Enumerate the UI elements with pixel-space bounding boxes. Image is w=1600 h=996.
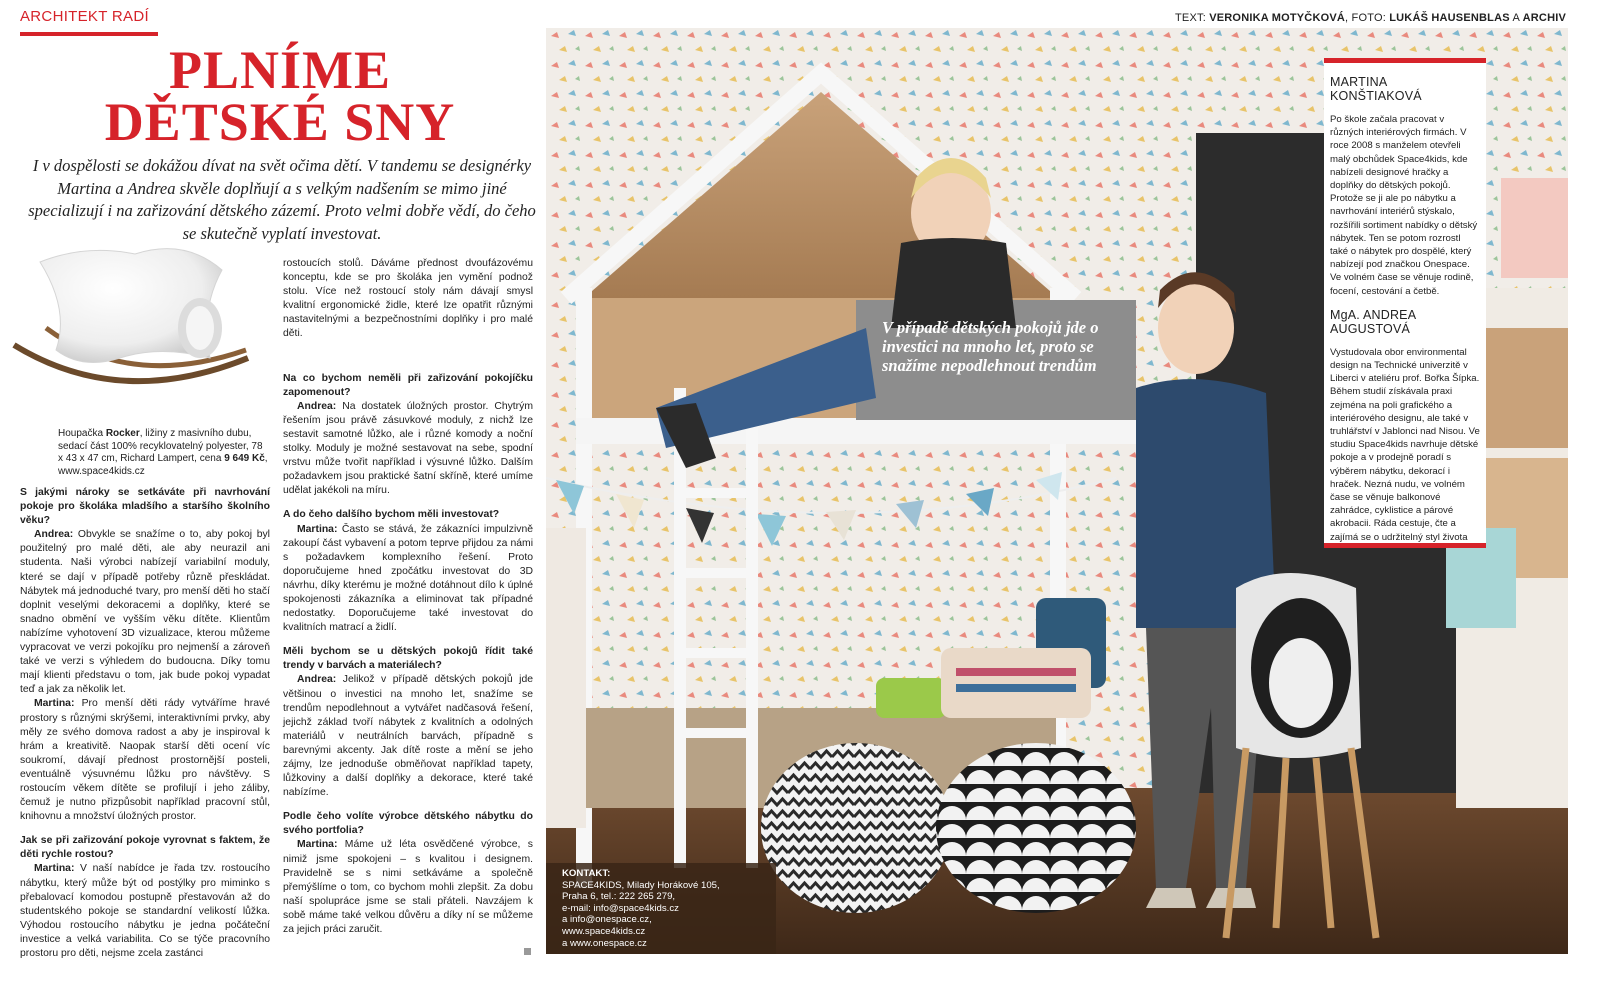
answer-7: [283, 838, 533, 937]
rocker-chair-image: [10, 240, 255, 415]
end-mark: [524, 948, 531, 955]
speaker: Andrea:: [34, 529, 74, 541]
answer-2: [20, 697, 270, 824]
answer-5: [283, 523, 533, 636]
credit-conj: A: [1512, 12, 1520, 24]
contact-line: www.space4kids.cz: [562, 925, 646, 937]
question-3: Na co bychom neměli při zařizování pokojíčku zapomenout?: [283, 372, 533, 398]
text-column-2: [283, 257, 533, 937]
caption-pre: Houpačka: [58, 428, 104, 439]
contact-line: SPACE4KIDS, Milady Horákové 105,: [562, 879, 720, 891]
contact-line: a info@onespace.cz,: [562, 914, 652, 926]
caption-product-name: Rocker: [105, 428, 140, 439]
contact-line: e-mail: info@space4kids.cz: [562, 902, 679, 914]
speaker: Andrea:: [297, 674, 337, 686]
speaker: Martina:: [297, 523, 338, 535]
profile-1-name-line: MARTINA: [1330, 75, 1388, 89]
credit-text-label: TEXT:: [1175, 12, 1206, 24]
profile-1-name-line: KONŠTIAKOVÁ: [1330, 89, 1422, 103]
credit-archive: ARCHIV: [1522, 12, 1567, 24]
answer-text: Na dostatek úložných prostor. Chytrým řešením jsou právě zásuvkové moduly, z nichž lze sestavit samotné lůžko, ale i různé komody a noční stolky. Moduly je možné sestavovat na sebe, spodní vrstvu může tvořit například i výsuvné lůžko. Dalším požadavkem jsou praktické šatní skříně, které umíme udělat jakékoli na míru.: [283, 400, 533, 497]
credit-text-author: VERONIKA MOTYČKOVÁ: [1209, 12, 1346, 24]
answer-text: Jelikož v případě dětských pokojů jde většinou o investici na mnoho let, snažíme se trendům nepodlehnout a vytvářet nadčasová řešení, jejichž základ tvoří nábytek z kvalitních a odolných materiálů v neutrálních barvách, případně s barevnými akcenty. Jak dítě roste a mění se jeho zájmy, lze jednoduše obměňovat například tapety, lůžkoviny a další doplňky a dekorace, které také nabízíme.: [283, 674, 534, 799]
answer-3-continued: rostoucích stolů. Dáváme přednost dvoufázovému konceptu, kde se pro školáka jen vymění podnož stolu. Více než rostoucí stoly nám dávají smysl kvalitní ergonomické židle, které lze opatřit různými nastavitelnými a bezpečnostními doplňky i pro malé děti.: [283, 258, 533, 340]
answer-text: V naší nabídce je řada tzv. rostoucího nábytku, který může být od postýlky pro miminko s přebalovací komodou postupně přestavován až do studentského pokoje se standardní velikostí lůžka. Výhodou rostoucího nábytku je jedna počáteční investice a velká variabilita. Co se týče pracovního prostoru pro děti, nejsme zcela zastánci: [20, 863, 270, 959]
question-4: A do čeho dalšího bychom měli investovat?: [283, 509, 500, 521]
profile-2-name-line: AUGUSTOVÁ: [1330, 321, 1411, 336]
answer-text: Obvykle se snažíme o to, aby pokoj byl použitelný pro malé děti, ale aby neurazil ani studenta. Naši výrobci nabízejí variabilní moduly, které se dají v případě potřeby různě přeskládat. Nábytek má jednoduché tvary, pro menší děti ho stačí doplnit veselými dekoracemi a doplňky, které se snadno obmění ve vyšším věku dítěte. Klientům nabízíme vyhotovení 3D vizualizace, kterou můžeme vypracovat ve verzi pokojíku pro nejmenší a zároveň také ve verzi s výhledem do budoucna. Díky tomu mají klienti představu o tom, jak bude pokoj vypadat teď a jak za několik let.: [20, 529, 270, 696]
contact-box: [562, 868, 762, 949]
profile-2-name-line: MgA. ANDREA: [1330, 307, 1417, 322]
answer-6: [283, 673, 533, 800]
author-profiles-sidebar: [1324, 58, 1486, 548]
question-1: S jakými nároky se setkáváte při navrhování pokoje pro školáka mladšího a staršího školního věku?: [20, 487, 270, 527]
speaker: Martina:: [34, 698, 75, 710]
text-column-1: [20, 486, 270, 961]
answer-3: [20, 862, 270, 961]
question-6: Podle čeho volíte výrobce dětského nábytku do svého portfolia?: [283, 811, 533, 837]
credit-photo-label: FOTO:: [1351, 12, 1386, 24]
caption-price: 9 649 Kč: [224, 453, 265, 465]
contact-line: Praha 6, tel.: 222 265 279,: [562, 891, 676, 903]
profile-2-bio: Vystudovala obor environmental design na Technické univerzitě v Liberci v ateliéru prof. Bořka Šípka. Během studií získávala praxi zejména na poli grafického a interiérového designu, ale také v truhlářství v Jablonci nad Nisou. Ve studiu Space4kids navrhuje dětské pokoje a v prodejně poradí s výběrem nábytku, dekorací i hraček. Nezná nudu, ve volném čase se věnuje balkonové zahrádce, cyklistice a párové akrobacii. Ráda cestuje, čte a zajímá se o udržitelný styl života: [1330, 346, 1480, 543]
answer-text: Pro menší děti rády vytváříme hravé prostory s různými skrýšemi, interaktivními prvky, aby měly ze svého domova radost a aby je inspiroval k hrám a kreativitě. Naopak starší děti ocení víc soukromí, dávají přednost prostornější posteli, eventuálně výsuvnému lůžku pro návštěvy. S rostoucím věkem dítěte se profilují i jeho záliby, čemuž je nutno přizpůsobit například pracovní stůl, knihovnu a množství úložných prostor.: [20, 698, 270, 823]
answer-4: [283, 400, 533, 499]
title-line-2: DĚTSKÉ SNY: [104, 92, 456, 152]
rocker-caption: [58, 428, 268, 478]
profile-2-name: [1330, 308, 1480, 336]
contact-line: a www.onespace.cz: [562, 937, 647, 949]
answer-text: Máme už léta osvědčené výrobce, s nimiž jsme spokojeni – s kvalitou i designem. Pravidelně se s nimi setkáváme a společně přemýšlíme o tom, co bychom mohli zlepšit. Za dobu naší spolupráce jsme se stali přáteli. Navzájem k sobě máme také velkou důvěru a díky ní se můžeme za jejich práci zaručit.: [283, 839, 533, 936]
question-2: Jak se při zařizování pokoje vyrovnat s faktem, že děti rychle rostou?: [20, 835, 270, 861]
speaker: Andrea:: [297, 400, 337, 412]
contact-label: KONTAKT:: [562, 868, 611, 879]
article-title: [20, 40, 540, 152]
profile-1-name: [1330, 75, 1480, 103]
section-rubric: ARCHITEKT RADÍ: [20, 8, 158, 36]
caption-url: , www.space4kids.cz: [58, 453, 268, 477]
profile-1-bio: Po škole začala pracovat v různých interiérových firmách. V roce 2008 s manželem otevřeli malý obchůdek Space4kids, kde nabízeli designové hračky a doplňky do dětských pokojů. Protože se ji ale po nábytku a navrhování interiérů stýskalo, rozšířili sortiment nabídky o dětský nábytek. Ten se potom rozrostl také o nábytek pro dospělé, který nabízejí pod značkou Onespace. Ve volném čase se věnuje rodině, focení, cestování a četbě.: [1330, 114, 1478, 297]
photo-credits: TEXT: VERONIKA MOTYČKOVÁ, FOTO: LUKÁŠ HAUSENBLAS A ARCHIV: [1175, 12, 1567, 24]
credit-photo-author: LUKÁŠ HAUSENBLAS: [1389, 12, 1510, 24]
title-line-1: PLNÍME: [169, 40, 391, 100]
answer-1: [20, 528, 270, 697]
answer-text: Často se stává, že zákazníci impulzivně zakoupí část vybavení a potom teprve přijdou za námi s požadavkem komplexního řešení. Proto doporučujeme hned zpočátku investovat do 3D návrhu, díky kterému je možné dotáhnout dílo k úplné spokojenosti zákazníka a eliminovat tak případné nedostatky. Doporučujeme také investovat do kvalitních matrací a židlí.: [283, 523, 534, 634]
question-5: Měli bychom se u dětských pokojů řídit také trendy v barvách a materiálech?: [283, 646, 533, 672]
caption-details: , ližiny z masivního dubu, sedací část 100% recyklovatelný polyester, 78 x 43 x 47 cm, Richard Lampert, cena: [58, 428, 263, 465]
pull-quote: V případě dětských pokojů jde o investici na mnoho let, proto se snažíme nepodlehnout trendům: [882, 318, 1099, 375]
speaker: Martina:: [297, 839, 338, 851]
article-lead: I v dospělosti se dokážou dívat na svět očima dětí. V tandemu se designérky Martina a Andrea skvěle doplňují a s velkým nadšením se mimo jiné specializují i na zařizování dětského zázemí. Proto velmi dobře vědí, do čeho se skutečně vyplatí investovat.: [28, 156, 536, 243]
speaker: Martina:: [34, 863, 75, 875]
